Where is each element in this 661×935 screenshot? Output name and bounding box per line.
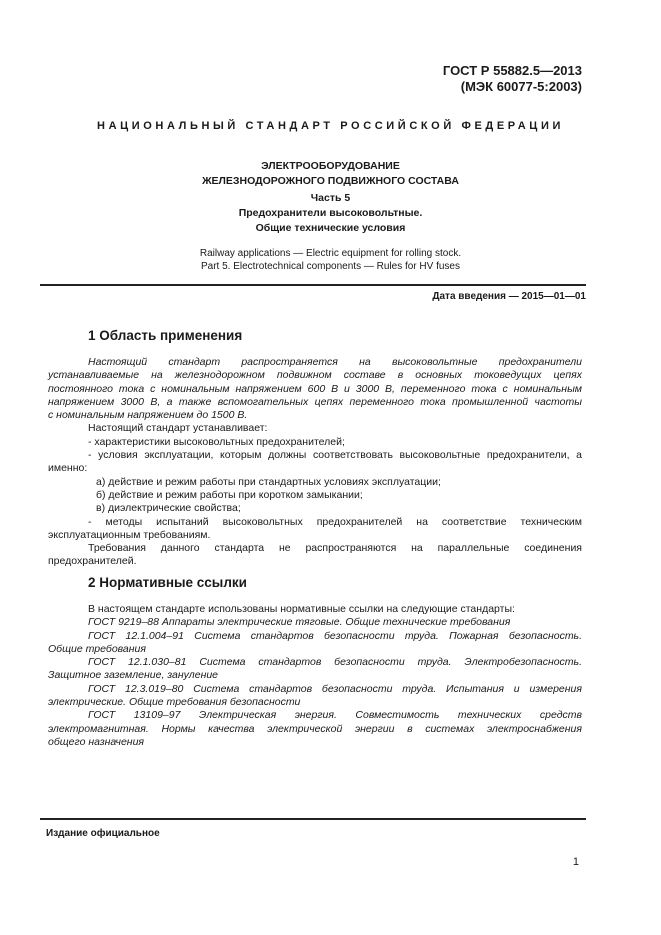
reference-gost-12-1-004: ГОСТ 12.1.004–91 Система стандартов безопасности труда. Пожарная безопасность. <box>88 629 582 642</box>
document-number-block <box>443 63 582 95</box>
reference-gost-9219: ГОСТ 9219–88 Аппараты электрические тяговые. Общие технические требования <box>88 616 511 629</box>
scope-line-1: Настоящий стандарт распространяется на высоковольтные предохранители <box>88 356 582 368</box>
scope-establishes: Настоящий стандарт устанавливает: <box>88 422 268 435</box>
national-standard-heading: НАЦИОНАЛЬНЫЙ СТАНДАРТ РОССИЙСКОЙ ФЕДЕРАЦИИ <box>97 120 564 132</box>
doc-number: ГОСТ Р 55882.5—2013 <box>442 63 582 78</box>
bullet-methods: - методы испытаний высоковольтных предохранителей на соответствие техническим <box>88 515 582 528</box>
scope-line-5: с номинальным напряжением до 1500 В. <box>48 409 248 422</box>
english-title <box>0 247 661 273</box>
iec-number: (МЭК 60077-5:2003) <box>460 79 582 94</box>
scope-line-4: напряжением 3000 В, а также вспомогательных цепях переменного тока промышленной частоты <box>48 395 582 408</box>
section-2-body <box>48 603 582 749</box>
bullet-characteristics: - характеристики высоковольтных предохранителей; <box>88 435 345 448</box>
reference-gost-12-1-030: ГОСТ 12.1.030–81 Система стандартов безопасности труда. Электробезопасность. <box>88 656 582 669</box>
reference-gost-13109-cont-2: общего назначения <box>48 735 145 748</box>
english-title-line-1: Railway applications — Electric equipment for rolling stock. <box>199 248 462 259</box>
references-intro: В настоящем стандарте использованы нормативные ссылки на следующие стандарты: <box>88 603 515 615</box>
official-edition-label: Издание официальное <box>46 828 160 839</box>
english-title-line-2: Part 5. Electrotechnical components — Rules for HV fuses <box>200 261 460 272</box>
document-title <box>0 159 661 236</box>
reference-gost-12-1-030-cont: Защитное заземление, зануление <box>48 669 219 682</box>
footer-divider <box>40 818 586 820</box>
reference-gost-13109: ГОСТ 13109–97 Электрическая энергия. Совместимость технических средств <box>88 709 582 722</box>
bullet-conditions: - условия эксплуатации, которым должны соответствовать высоковольтные предохранители, а <box>88 449 582 462</box>
reference-gost-12-1-004-cont: Общие требования <box>48 642 146 655</box>
title-subtitle-1: Предохранители высоковольтные. <box>238 207 423 219</box>
reference-gost-12-3-019-cont: электрические. Общие требования безопасности <box>48 696 301 709</box>
requirements-line-1: Требования данного стандарта не распространяются на параллельные соединения <box>88 542 582 555</box>
section-2-heading: 2 Нормативные ссылки <box>88 575 247 590</box>
title-subtitle-2: Общие технические условия <box>255 222 406 234</box>
header-divider <box>40 284 586 286</box>
title-part: Часть 5 <box>310 192 351 204</box>
bullet-methods-cont: эксплуатационным требованиям. <box>48 528 211 541</box>
introduction-date: Дата введения — 2015—01—01 <box>432 291 586 302</box>
section-1-body <box>48 356 582 569</box>
subitem-a: а) действие и режим работы при стандартных условиях эксплуатации; <box>96 475 441 488</box>
requirements-line-2: предохранителей. <box>48 555 137 568</box>
title-line-2: ЖЕЛЕЗНОДОРОЖНОГО ПОДВИЖНОГО СОСТАВА <box>202 175 459 187</box>
section-1-heading: 1 Область применения <box>88 328 243 343</box>
scope-line-2: устанавливаемые на железнодорожном подвижном составе в основных токоведущих цепях <box>48 369 582 382</box>
title-line-1: ЭЛЕКТРООБОРУДОВАНИЕ <box>261 160 400 172</box>
bullet-conditions-cont: именно: <box>48 462 88 475</box>
page-number: 1 <box>572 856 579 868</box>
subitem-c: в) диэлектрические свойства; <box>96 502 241 515</box>
reference-gost-13109-cont-1: электромагнитная. Нормы качества электрической энергии в системах электроснабжения <box>48 722 582 735</box>
reference-gost-12-3-019: ГОСТ 12.3.019–80 Система стандартов безопасности труда. Испытания и измерения <box>88 682 582 695</box>
scope-line-3: постоянного тока с номинальным напряжением 600 В и 3000 В, переменного тока с номинальным <box>48 382 582 395</box>
subitem-b: б) действие и режим работы при коротком замыкании; <box>96 488 363 501</box>
